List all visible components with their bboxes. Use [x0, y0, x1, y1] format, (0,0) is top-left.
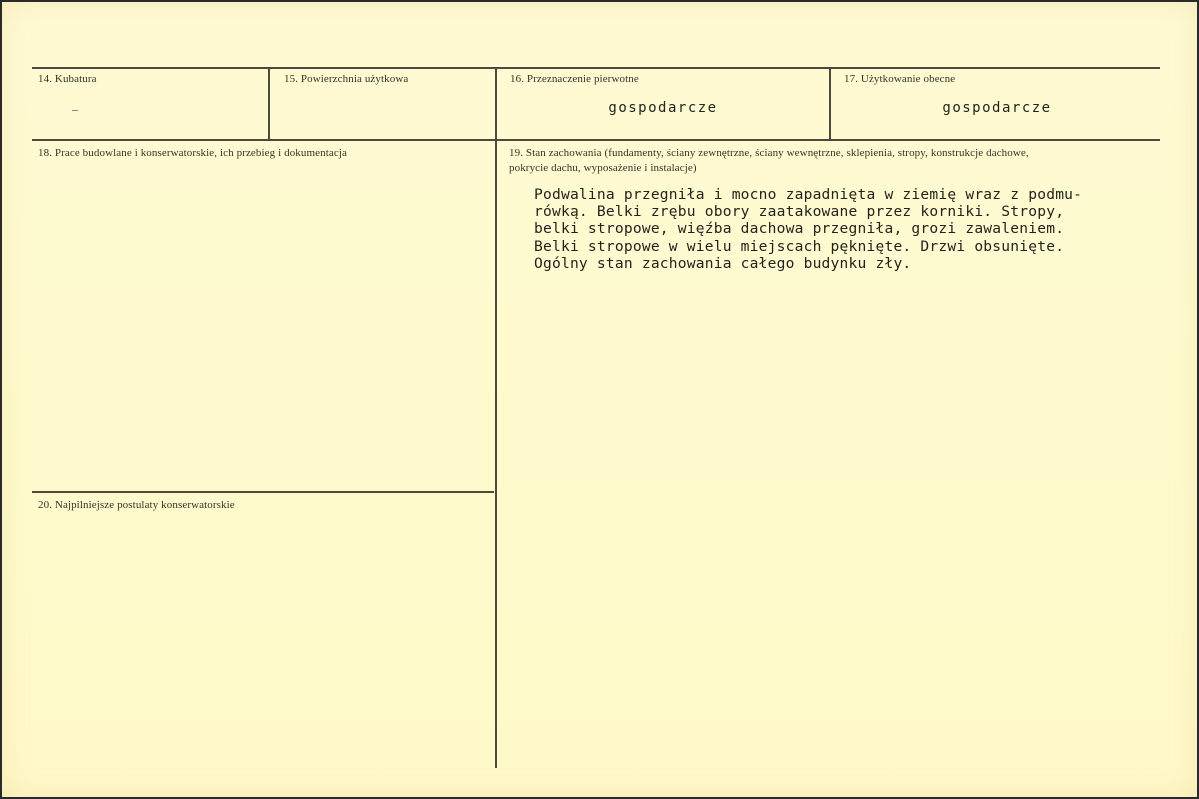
field-17-label: 17. Użytkowanie obecne	[844, 73, 956, 85]
field-19-line: Belki stropowe w wielu miejscach pęknięte. Drzwi obsunięte.	[534, 237, 1065, 255]
field-19-line: Podwalina przegniła i mocno zapadnięta w ziemię wraz z podmu-	[534, 186, 1083, 203]
field-19-line: Ogólny stan zachowania całego budynku zły.	[534, 254, 912, 272]
field-20-label: 20. Najpilniejsze postulaty konserwatorskie	[38, 499, 235, 511]
field-17-value: gospodarcze	[942, 100, 1052, 116]
top-rule	[32, 67, 1160, 69]
middle-rule	[32, 139, 1160, 141]
field-16-label: 16. Przeznaczenie pierwotne	[510, 73, 639, 85]
field-14-label: 14. Kubatura	[38, 73, 97, 85]
field-18-label: 18. Prace budowlane i konserwatorskie, ich przebieg i dokumentacja	[38, 147, 347, 159]
field-19-line: belki stropowe, więźba dachowa przegniła, grozi zawaleniem.	[534, 220, 1065, 238]
field-19-text	[534, 186, 1174, 272]
record-card	[2, 2, 1197, 797]
field-16-value: gospodarcze	[608, 100, 718, 116]
field-19-label: 19. Stan zachowania (fundamenty, ściany zewnętrzne, ściany wewnętrzne, sklepienia, stropy, konstrukcje dachowe, pokrycie dachu, wyposażenie i instalacje)	[509, 147, 1029, 174]
divider-18-19	[495, 140, 497, 768]
divider-14-15	[268, 68, 270, 139]
field-20-rule	[32, 491, 494, 493]
field-15-label: 15. Powierzchnia użytkowa	[284, 73, 409, 85]
field-19-line: rówką. Belki zrębu obory zaatakowane przez korniki. Stropy,	[534, 203, 1065, 221]
field-14-empty-dash	[72, 110, 78, 111]
